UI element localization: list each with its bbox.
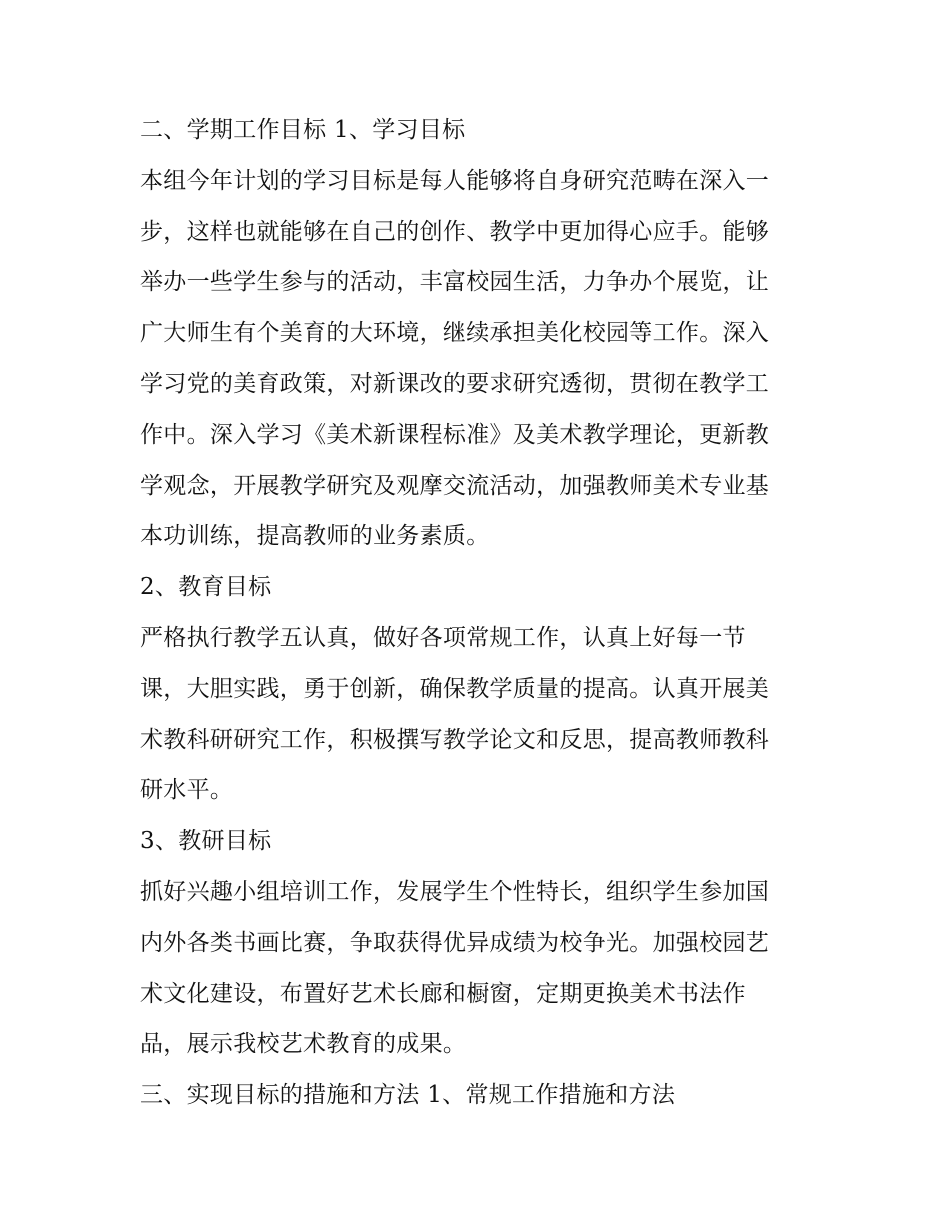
paragraph-line: 研水平。	[140, 777, 234, 804]
paragraph-line: 本组今年计划的学习目标是每人能够将自身研究范畴在深入一	[140, 167, 770, 194]
paragraph-line: 术教科研研究工作，积极撰写教学论文和反思，提高教师教科	[140, 726, 770, 753]
section-heading-goals: 二、学期工作目标 1、学习目标	[140, 117, 466, 143]
paragraph-line: 品，展示我校艺术教育的成果。	[140, 1031, 467, 1058]
paragraph-line: 术文化建设，布置好艺术长廊和橱窗，定期更换美术书法作	[140, 980, 746, 1007]
paragraph-line: 课，大胆实践，勇于创新，确保教学质量的提高。认真开展美	[140, 675, 770, 702]
paragraph-line: 抓好兴趣小组培训工作，发展学生个性特长，组织学生参加国	[140, 878, 770, 905]
paragraph-line: 举办一些学生参与的活动，丰富校园生活，力争办个展览，让	[140, 269, 770, 296]
paragraph-line: 本功训练，提高教师的业务素质。	[140, 523, 490, 550]
paragraph-line: 严格执行教学五认真，做好各项常规工作，认真上好每一节	[140, 624, 746, 651]
paragraph-line: 学观念，开展教学研究及观摩交流活动，加强教师美术专业基	[140, 472, 770, 499]
subheading-research-goals: 3、教研目标	[140, 828, 272, 855]
paragraph-line: 学习党的美育政策，对新课改的要求研究透彻，贯彻在教学工	[140, 370, 770, 397]
paragraph-line: 广大师生有个美育的大环境，继续承担美化校园等工作。深入	[140, 320, 770, 347]
subheading-education-goals: 2、教育目标	[140, 574, 272, 601]
paragraph-line: 作中。深入学习《美术新课程标准》及美术教学理论，更新教	[140, 421, 770, 448]
section-heading-measures: 三、实现目标的措施和方法 1、常规工作措施和方法	[140, 1082, 676, 1109]
document-body	[140, 105, 830, 1121]
paragraph-line: 内外各类书画比赛，争取获得优异成绩为校争光。加强校园艺	[140, 929, 770, 956]
paragraph-line: 步，这样也就能够在自己的创作、教学中更加得心应手。能够	[140, 218, 770, 245]
